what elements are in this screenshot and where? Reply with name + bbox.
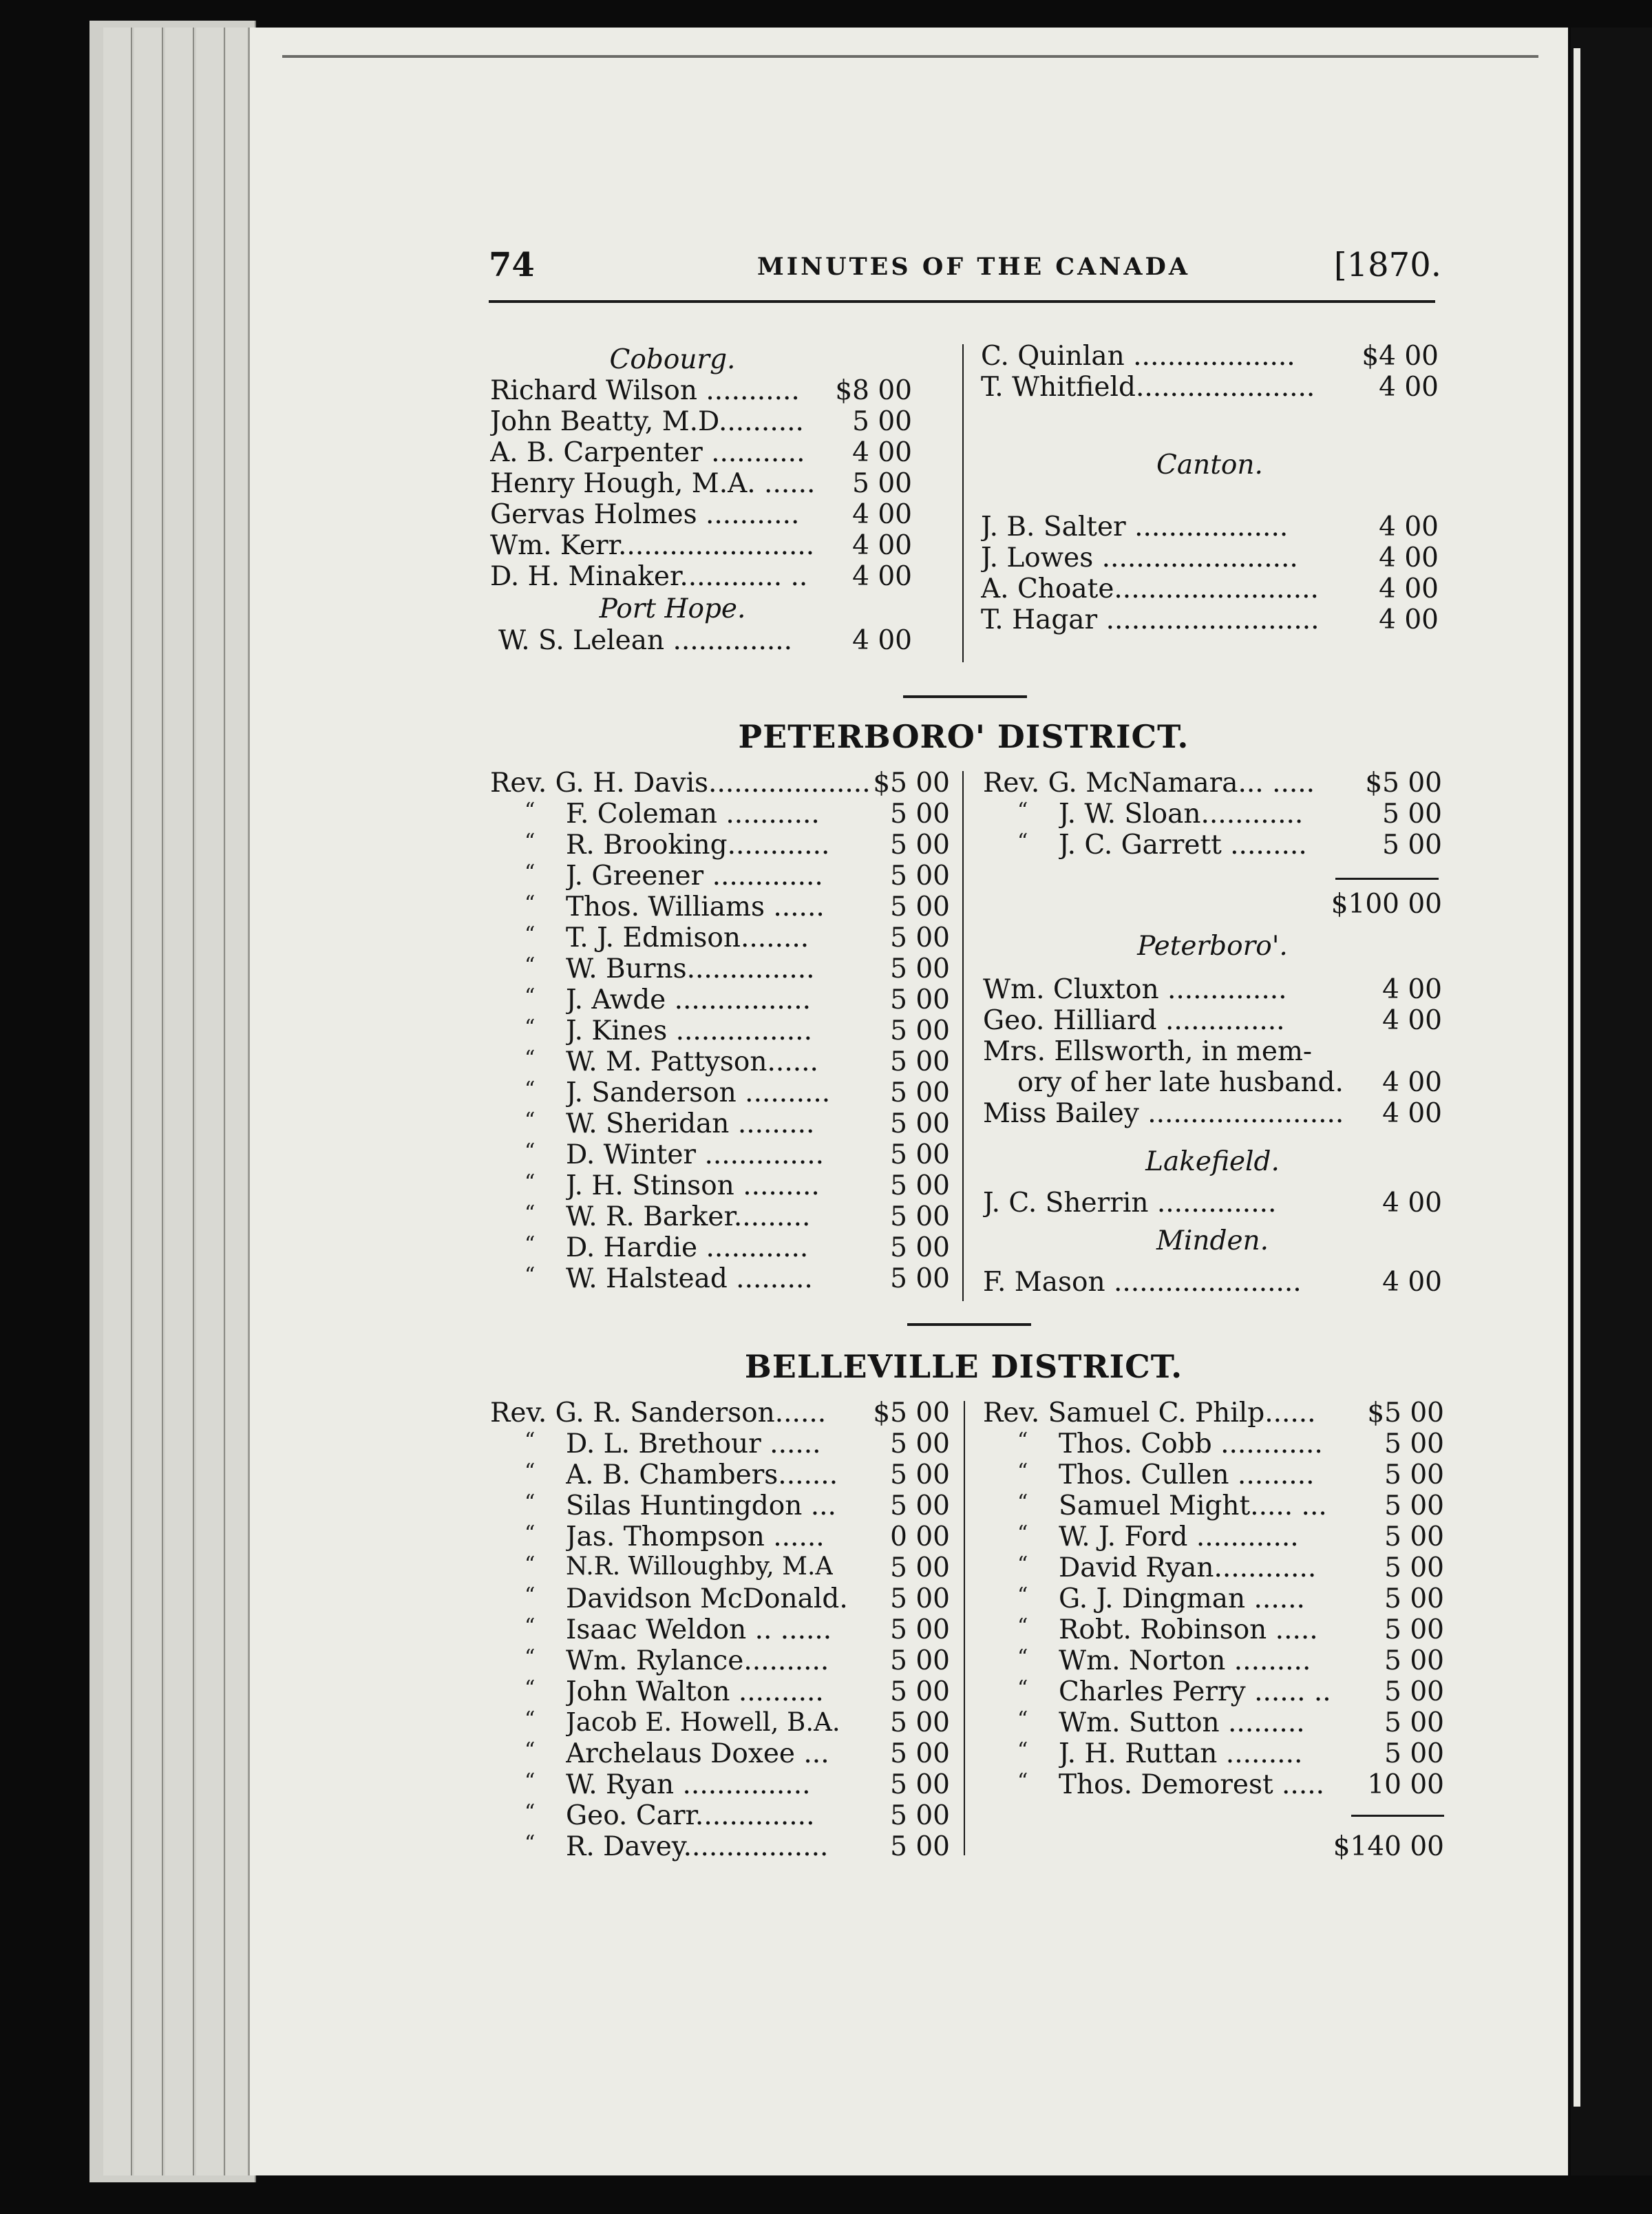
ditto-mark: “ bbox=[525, 1490, 536, 1515]
list-item bbox=[498, 625, 912, 657]
minden-label: Minden. bbox=[1156, 1225, 1269, 1256]
entry-amount: 5 00 bbox=[890, 1707, 950, 1738]
list-item bbox=[490, 1800, 950, 1832]
entry-amount: 5 00 bbox=[1382, 830, 1442, 861]
list-item bbox=[490, 375, 912, 407]
list-item bbox=[490, 1552, 950, 1584]
list-item bbox=[983, 1583, 1444, 1615]
entry-name: N.R. Willoughby, M.A bbox=[566, 1552, 834, 1581]
column-divider-belleville bbox=[964, 1401, 965, 1855]
entry-amount: 5 00 bbox=[890, 1552, 950, 1583]
list-item bbox=[983, 1645, 1444, 1677]
entry-name: W. Ryan ............... bbox=[566, 1769, 811, 1800]
ditto-mark: “ bbox=[525, 1645, 536, 1669]
entry-amount: 5 00 bbox=[852, 468, 912, 499]
list-item bbox=[490, 768, 950, 799]
entry-amount: 4 00 bbox=[1382, 974, 1442, 1005]
entry-amount: 5 00 bbox=[890, 1263, 950, 1294]
entry-amount: 5 00 bbox=[890, 1645, 950, 1676]
entry-name: J. Lowes ....................... bbox=[981, 542, 1298, 573]
entry-name: R. Brooking............ bbox=[566, 830, 830, 861]
entry-amount: 5 00 bbox=[1384, 1521, 1444, 1552]
ditto-mark: “ bbox=[525, 1707, 536, 1731]
book-page-edge-4 bbox=[196, 28, 225, 2175]
entry-amount: 5 00 bbox=[890, 1738, 950, 1769]
lakefield-label: Lakefield. bbox=[1145, 1146, 1280, 1177]
list-item bbox=[981, 604, 1439, 636]
entry-amount: 4 00 bbox=[852, 530, 912, 561]
list-item bbox=[490, 530, 912, 562]
section-separator bbox=[903, 695, 1027, 698]
page-number: 74 bbox=[489, 246, 535, 284]
entry-amount: 5 00 bbox=[1384, 1707, 1444, 1738]
total-rule bbox=[1335, 878, 1439, 880]
belleville-left-column bbox=[490, 1398, 950, 1879]
ditto-mark: “ bbox=[525, 892, 536, 916]
list-item bbox=[983, 1005, 1442, 1037]
entry-name: Wm. Sutton ......... bbox=[1059, 1707, 1305, 1738]
list-item bbox=[983, 1098, 1442, 1130]
list-item bbox=[490, 406, 912, 438]
entry-amount: 5 00 bbox=[890, 1201, 950, 1232]
list-item bbox=[490, 1769, 950, 1801]
entry-name: G. McNamara... ..... bbox=[1048, 768, 1315, 799]
list-item bbox=[490, 468, 912, 500]
belleville-total: $140 00 bbox=[1333, 1831, 1444, 1862]
list-item bbox=[983, 1188, 1442, 1219]
entry-name: W. S. Lelean .............. bbox=[498, 625, 793, 656]
list-item bbox=[490, 1676, 950, 1708]
ditto-mark: “ bbox=[1017, 1614, 1028, 1638]
list-item bbox=[490, 1521, 950, 1553]
peterboro-town-label: Peterboro'. bbox=[1137, 931, 1288, 962]
ditto-mark: “ bbox=[525, 1459, 536, 1484]
entry-name: J. Awde ................ bbox=[566, 984, 811, 1015]
list-item bbox=[983, 1428, 1444, 1460]
list-item bbox=[490, 1232, 950, 1264]
entry-amount: 4 00 bbox=[1382, 1098, 1442, 1129]
entry-name: Isaac Weldon .. ...... bbox=[566, 1614, 832, 1645]
list-item bbox=[490, 437, 912, 469]
cobourg-label: Cobourg. bbox=[609, 344, 736, 375]
list-item bbox=[490, 561, 912, 593]
ditto-mark: “ bbox=[525, 1614, 536, 1638]
ditto-mark: “ bbox=[525, 922, 536, 947]
entry-amount: 5 00 bbox=[890, 861, 950, 892]
list-item bbox=[983, 1067, 1442, 1099]
entry-amount: 5 00 bbox=[890, 984, 950, 1015]
ditto-mark: “ bbox=[525, 1046, 536, 1071]
list-item bbox=[983, 1738, 1444, 1770]
entry-amount: $5 00 bbox=[1365, 768, 1442, 799]
list-item bbox=[490, 922, 950, 954]
book-page-edge-5 bbox=[226, 28, 251, 2175]
entry-name: Jacob E. Howell, B.A. bbox=[566, 1707, 840, 1737]
entry-name: T. Whitfield..................... bbox=[981, 372, 1315, 403]
entry-name: Thos. Williams ...... bbox=[566, 892, 825, 922]
list-item bbox=[983, 1490, 1444, 1522]
entry-amount: 5 00 bbox=[1384, 1738, 1444, 1769]
facing-page-edge bbox=[1571, 28, 1652, 2175]
ditto-mark: “ bbox=[525, 1521, 536, 1546]
entry-amount: 5 00 bbox=[1384, 1428, 1444, 1459]
entry-amount: 5 00 bbox=[890, 953, 950, 984]
list-item bbox=[490, 1139, 950, 1171]
list-item bbox=[490, 984, 950, 1016]
book-page-edge-3 bbox=[165, 28, 194, 2175]
entry-name: J. Greener ............. bbox=[566, 861, 823, 892]
top-right-column bbox=[981, 341, 1439, 651]
book-page-edge-2 bbox=[134, 28, 163, 2175]
entry-name: D. Hardie ............ bbox=[566, 1232, 809, 1263]
entry-amount: 5 00 bbox=[890, 830, 950, 861]
entry-amount: 5 00 bbox=[890, 1108, 950, 1139]
entry-amount: 4 00 bbox=[1382, 1267, 1442, 1298]
list-item bbox=[490, 1459, 950, 1491]
list-item bbox=[490, 1645, 950, 1677]
entry-name: Geo. Carr.............. bbox=[566, 1800, 815, 1831]
list-item bbox=[981, 512, 1439, 543]
entry-amount: 5 00 bbox=[890, 1614, 950, 1645]
peterboro-district-title: PETERBORO' DISTRICT. bbox=[738, 718, 1189, 755]
ditto-mark: “ bbox=[525, 1800, 536, 1824]
entry-prefix: Rev. bbox=[490, 768, 547, 799]
entry-amount: $5 00 bbox=[873, 768, 950, 799]
list-item bbox=[983, 1398, 1444, 1429]
entry-amount: 4 00 bbox=[852, 561, 912, 592]
entry-amount: 5 00 bbox=[890, 1077, 950, 1108]
list-item bbox=[490, 1046, 950, 1078]
entry-name: W. J. Ford ............ bbox=[1059, 1521, 1299, 1552]
list-item bbox=[490, 1077, 950, 1109]
list-item bbox=[983, 768, 1442, 799]
ditto-mark: “ bbox=[1017, 1707, 1028, 1731]
entry-name: Charles Perry ...... .. bbox=[1059, 1676, 1331, 1707]
entry-name: John Beatty, M.D.......... bbox=[490, 406, 804, 437]
entry-amount: 4 00 bbox=[852, 499, 912, 530]
entry-amount: 5 00 bbox=[890, 1769, 950, 1800]
entry-amount: $8 00 bbox=[835, 375, 912, 406]
entry-name: Thos. Cobb ............ bbox=[1059, 1428, 1323, 1459]
ditto-mark: “ bbox=[525, 1552, 536, 1577]
ditto-mark: “ bbox=[525, 799, 536, 823]
list-item bbox=[490, 861, 950, 892]
entry-name: Samuel Might..... ... bbox=[1059, 1490, 1327, 1521]
list-item bbox=[490, 1738, 950, 1770]
list-item bbox=[983, 974, 1442, 1006]
entry-name: J. C. Sherrin .............. bbox=[983, 1188, 1277, 1219]
entry-amount: 5 00 bbox=[1384, 1583, 1444, 1614]
entry-amount: $5 00 bbox=[873, 1398, 950, 1428]
ditto-mark: “ bbox=[525, 984, 536, 1009]
peterboro-right-column bbox=[983, 768, 1442, 1305]
entry-amount: 4 00 bbox=[1379, 573, 1439, 604]
list-item bbox=[490, 830, 950, 861]
entry-amount: 5 00 bbox=[890, 799, 950, 830]
entry-amount: 4 00 bbox=[1382, 1067, 1442, 1098]
entry-amount: 4 00 bbox=[1379, 542, 1439, 573]
list-item bbox=[490, 1015, 950, 1047]
ditto-mark: “ bbox=[525, 861, 536, 885]
entry-name: F. Coleman ........... bbox=[566, 799, 820, 830]
entry-amount: 5 00 bbox=[1384, 1676, 1444, 1707]
page-year: [1870. bbox=[1333, 246, 1441, 284]
entry-name: W. M. Pattyson...... bbox=[566, 1046, 818, 1077]
entry-name: A. B. Carpenter ........... bbox=[490, 437, 805, 468]
ditto-mark: “ bbox=[1017, 1552, 1028, 1577]
entry-amount: 5 00 bbox=[1384, 1645, 1444, 1676]
entry-name: A. B. Chambers....... bbox=[566, 1459, 838, 1490]
entry-amount: 5 00 bbox=[890, 1800, 950, 1831]
ditto-mark: “ bbox=[525, 1583, 536, 1607]
entry-name: Geo. Hilliard .............. bbox=[983, 1005, 1285, 1036]
ditto-mark: “ bbox=[525, 953, 536, 978]
entry-name: Archelaus Doxee ... bbox=[566, 1738, 829, 1769]
list-item bbox=[981, 341, 1439, 372]
entry-amount: 5 00 bbox=[890, 1046, 950, 1077]
entry-amount: 5 00 bbox=[890, 1676, 950, 1707]
ditto-mark: “ bbox=[525, 1769, 536, 1793]
entry-amount: 4 00 bbox=[1382, 1005, 1442, 1036]
entry-amount: $4 00 bbox=[1362, 341, 1439, 372]
list-item bbox=[490, 1583, 950, 1615]
entry-amount: 5 00 bbox=[890, 1428, 950, 1459]
list-item bbox=[490, 1201, 950, 1233]
list-item bbox=[983, 1707, 1444, 1739]
entry-amount: 4 00 bbox=[1379, 604, 1439, 635]
list-item bbox=[490, 1707, 950, 1739]
ditto-mark: “ bbox=[1017, 1583, 1028, 1607]
entry-amount: 4 00 bbox=[852, 625, 912, 656]
entry-amount: 5 00 bbox=[890, 1583, 950, 1614]
ditto-mark: “ bbox=[1017, 1490, 1028, 1515]
entry-name: C. Quinlan ................... bbox=[981, 341, 1295, 372]
page-top-line bbox=[282, 55, 1538, 58]
ditto-mark: “ bbox=[1017, 830, 1028, 854]
entry-name: W. Sheridan ......... bbox=[566, 1108, 815, 1139]
ditto-mark: “ bbox=[525, 1831, 536, 1855]
entry-amount: 5 00 bbox=[1384, 1459, 1444, 1490]
book-page-edge-1 bbox=[103, 28, 132, 2175]
ditto-mark: “ bbox=[525, 1232, 536, 1256]
ditto-mark: “ bbox=[525, 1428, 536, 1453]
list-item bbox=[983, 1036, 1442, 1068]
ditto-mark: “ bbox=[1017, 1645, 1028, 1669]
list-item bbox=[490, 1831, 950, 1863]
entry-amount: 5 00 bbox=[890, 1170, 950, 1201]
list-item bbox=[981, 372, 1439, 403]
list-item bbox=[490, 1428, 950, 1460]
entry-amount: 5 00 bbox=[890, 1015, 950, 1046]
entry-name: J. H. Ruttan ......... bbox=[1059, 1738, 1303, 1769]
list-item bbox=[490, 1170, 950, 1202]
entry-name: Wm. Cluxton .............. bbox=[983, 974, 1287, 1005]
entry-name: D. Winter .............. bbox=[566, 1139, 825, 1170]
ditto-mark: “ bbox=[525, 1077, 536, 1101]
entry-name: W. Halstead ......... bbox=[566, 1263, 813, 1294]
ditto-mark: “ bbox=[1017, 1521, 1028, 1546]
entry-name: Thos. Cullen ......... bbox=[1059, 1459, 1315, 1490]
entry-name: Richard Wilson ........... bbox=[490, 375, 800, 406]
page-title: MINUTES OF THE CANADA bbox=[757, 253, 1190, 281]
entry-name: J. C. Garrett ......... bbox=[1059, 830, 1307, 861]
entry-amount: 4 00 bbox=[852, 437, 912, 468]
entry-name: A. Choate........................ bbox=[981, 573, 1319, 604]
entry-name: John Walton .......... bbox=[566, 1676, 824, 1707]
entry-name: J. H. Stinson ......... bbox=[566, 1170, 820, 1201]
ditto-mark: “ bbox=[1017, 1738, 1028, 1762]
entry-name: Wm. Rylance.......... bbox=[566, 1645, 829, 1676]
list-item bbox=[490, 499, 912, 531]
entry-name-continued: ory of her late husband. bbox=[1017, 1067, 1344, 1098]
entry-name: Robt. Robinson ..... bbox=[1059, 1614, 1318, 1645]
list-item bbox=[490, 1490, 950, 1522]
entry-amount: $5 00 bbox=[1367, 1398, 1444, 1428]
entry-amount: 4 00 bbox=[1379, 512, 1439, 542]
port-hope-label: Port Hope. bbox=[599, 593, 746, 624]
list-item bbox=[983, 1614, 1444, 1646]
list-item bbox=[490, 799, 950, 830]
ditto-mark: “ bbox=[1017, 1428, 1028, 1453]
entry-amount: 10 00 bbox=[1367, 1769, 1444, 1800]
entry-name: David Ryan............ bbox=[1059, 1552, 1317, 1583]
top-left-column bbox=[490, 344, 912, 675]
page-header bbox=[489, 246, 1439, 287]
list-item bbox=[490, 1614, 950, 1646]
entry-name: D. H. Minaker............ .. bbox=[490, 561, 808, 592]
belleville-district-title: BELLEVILLE DISTRICT. bbox=[744, 1348, 1183, 1385]
peterboro-total: $100 00 bbox=[1331, 889, 1442, 920]
entry-name: J. W. Sloan............ bbox=[1059, 799, 1304, 830]
section-separator bbox=[907, 1323, 1031, 1326]
entry-name: Thos. Demorest ..... bbox=[1059, 1769, 1325, 1800]
ditto-mark: “ bbox=[525, 1263, 536, 1287]
entry-name: J. Sanderson .......... bbox=[566, 1077, 831, 1108]
entry-name: R. Davey................. bbox=[566, 1831, 829, 1862]
entry-amount: 5 00 bbox=[1384, 1552, 1444, 1583]
column-divider-top bbox=[962, 344, 964, 662]
entry-name: Miss Bailey ....................... bbox=[983, 1098, 1344, 1129]
list-item bbox=[983, 1676, 1444, 1708]
entry-name: Mrs. Ellsworth, in mem- bbox=[983, 1036, 1313, 1067]
ditto-mark: “ bbox=[525, 1108, 536, 1132]
ditto-mark: “ bbox=[525, 1676, 536, 1700]
entry-amount: 5 00 bbox=[890, 1490, 950, 1521]
list-item bbox=[983, 1552, 1444, 1584]
ditto-mark: “ bbox=[1017, 1459, 1028, 1484]
entry-name: T. Hagar ......................... bbox=[981, 604, 1320, 635]
list-item bbox=[490, 1398, 950, 1429]
ditto-mark: “ bbox=[1017, 1769, 1028, 1793]
entry-prefix: Rev. bbox=[490, 1398, 547, 1428]
ditto-mark: “ bbox=[525, 1201, 536, 1225]
entry-name: Gervas Holmes ........... bbox=[490, 499, 800, 530]
entry-amount: 5 00 bbox=[890, 1139, 950, 1170]
list-item bbox=[981, 542, 1439, 574]
entry-amount: 5 00 bbox=[890, 1831, 950, 1862]
list-item bbox=[981, 573, 1439, 605]
entry-name: G. J. Dingman ...... bbox=[1059, 1583, 1305, 1614]
canton-label: Canton. bbox=[1156, 450, 1263, 481]
entry-amount: 4 00 bbox=[1379, 372, 1439, 403]
entry-name: J. B. Salter .................. bbox=[981, 512, 1289, 542]
ditto-mark: “ bbox=[525, 1015, 536, 1040]
entry-name: G. R. Sanderson...... bbox=[555, 1398, 827, 1428]
entry-name: G. H. Davis................... bbox=[555, 768, 871, 799]
list-item bbox=[983, 799, 1442, 830]
list-item bbox=[490, 1263, 950, 1295]
total-rule bbox=[1351, 1815, 1444, 1817]
entry-name: Henry Hough, M.A. ...... bbox=[490, 468, 816, 499]
list-item bbox=[983, 1267, 1442, 1298]
entry-amount: 5 00 bbox=[890, 1232, 950, 1263]
list-item bbox=[983, 1521, 1444, 1553]
ditto-mark: “ bbox=[525, 1139, 536, 1163]
entry-name: D. L. Brethour ...... bbox=[566, 1428, 821, 1459]
list-item bbox=[983, 1459, 1444, 1491]
ditto-mark: “ bbox=[1017, 1676, 1028, 1700]
peterboro-left-column bbox=[490, 768, 950, 1305]
belleville-right-column bbox=[983, 1398, 1444, 1879]
entry-amount: 5 00 bbox=[890, 1459, 950, 1490]
entry-name: Samuel C. Philp...... bbox=[1048, 1398, 1316, 1428]
entry-name: T. J. Edmison........ bbox=[566, 922, 809, 953]
entry-prefix: Rev. bbox=[983, 768, 1040, 799]
entry-name: Davidson McDonald. bbox=[566, 1583, 848, 1614]
entry-amount: 5 00 bbox=[852, 406, 912, 437]
ditto-mark: “ bbox=[525, 830, 536, 854]
entry-name: W. R. Barker......... bbox=[566, 1201, 811, 1232]
entry-amount: 5 00 bbox=[1382, 799, 1442, 830]
entry-name: Wm. Norton ......... bbox=[1059, 1645, 1311, 1676]
ditto-mark: “ bbox=[1017, 799, 1028, 823]
list-item bbox=[983, 830, 1442, 861]
header-rule bbox=[489, 300, 1435, 303]
list-item bbox=[983, 1769, 1444, 1801]
entry-name: W. Burns............... bbox=[566, 953, 815, 984]
entry-prefix: Rev. bbox=[983, 1398, 1040, 1428]
entry-name: F. Mason ...................... bbox=[983, 1267, 1302, 1298]
entry-amount: 5 00 bbox=[890, 892, 950, 922]
entry-amount: 5 00 bbox=[1384, 1490, 1444, 1521]
column-divider-peterboro bbox=[962, 771, 964, 1301]
list-item bbox=[490, 892, 950, 923]
ditto-mark: “ bbox=[525, 1738, 536, 1762]
entry-name: Silas Huntingdon ... bbox=[566, 1490, 836, 1521]
entry-name: Wm. Kerr....................... bbox=[490, 530, 815, 561]
list-item bbox=[490, 953, 950, 985]
ditto-mark: “ bbox=[525, 1170, 536, 1194]
entry-name: Jas. Thompson ...... bbox=[566, 1521, 825, 1552]
entry-name: J. Kines ................ bbox=[566, 1015, 812, 1046]
entry-amount: 4 00 bbox=[1382, 1188, 1442, 1219]
list-item bbox=[490, 1108, 950, 1140]
entry-amount: 5 00 bbox=[1384, 1614, 1444, 1645]
entry-amount: 0 00 bbox=[890, 1521, 950, 1552]
entry-amount: 5 00 bbox=[890, 922, 950, 953]
